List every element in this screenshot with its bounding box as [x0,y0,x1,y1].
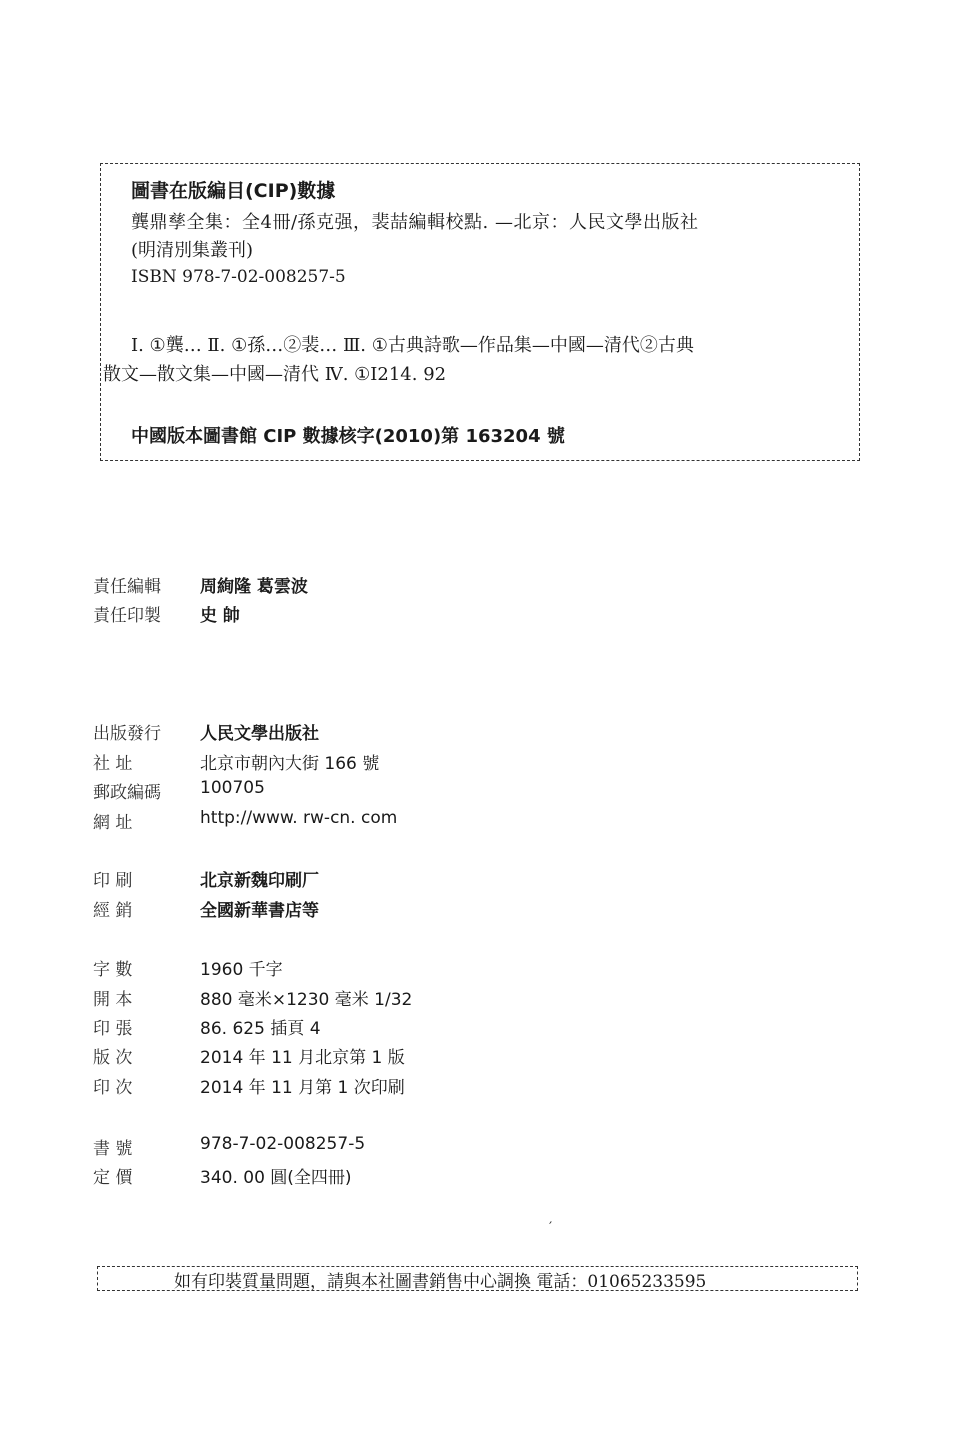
row-label: 責任編輯 [93,577,161,597]
row-value: 北京新魏印刷厂 [200,871,319,891]
cip-classification-line-1: Ⅰ. ①龔… Ⅱ. ①孫…②裴… Ⅲ. ①古典詩歌—作品集—中國—清代②古典 [131,335,694,356]
row-value: 978-7-02-008257-5 [200,1134,366,1154]
row-label: 開 本 [93,990,133,1010]
row-value: 100705 [200,778,265,798]
row-label: 出版發行 [93,724,161,744]
row-label: 字 數 [93,960,133,980]
row-label: 印 次 [93,1078,133,1098]
row-value: 全國新華書店等 [200,901,319,921]
cip-series-line: (明清別集叢刊) [131,240,254,261]
row-value: http://www. rw-cn. com [200,808,398,828]
cip-record-number: 中國版本圖書館 CIP 數據核字(2010)第 163204 號 [131,426,565,447]
row-value: 周絢隆 葛雲波 [200,577,308,597]
row-label: 印 張 [93,1019,133,1039]
row-label: 經 銷 [93,901,133,921]
cip-title: 圖書在版編目(CIP)數據 [131,180,336,202]
row-label: 印 刷 [93,871,133,891]
row-label: 責任印製 [93,606,161,626]
cip-bibliographic-line: 龔鼎孳全集：全4冊/孫克强，裴喆編輯校點. —北京：人民文學出版社 [131,212,699,233]
row-value: 1960 千字 [200,960,283,980]
row-label: 定 價 [93,1168,133,1188]
row-value: 人民文學出版社 [200,724,319,744]
cip-data-box [100,163,860,461]
cip-isbn: ISBN 978-7-02-008257-5 [131,267,346,287]
row-value: 880 毫米×1230 毫米 1/32 [200,990,413,1010]
row-value: 史 帥 [200,606,240,626]
row-value: 340. 00 圓(全四冊) [200,1168,352,1188]
row-label: 網 址 [93,813,133,833]
row-label: 版 次 [93,1048,133,1068]
row-label: 書 號 [93,1139,133,1159]
row-value: 2014 年 11 月北京第 1 版 [200,1048,405,1068]
row-value: 北京市朝內大街 166 號 [200,754,380,774]
row-value: 86. 625 插頁 4 [200,1019,321,1039]
cip-classification-line-2: 散文—散文集—中國—清代 Ⅳ. ①I214. 92 [103,364,447,385]
row-value: 2014 年 11 月第 1 次印刷 [200,1078,405,1098]
stray-mark: ′ [549,1220,553,1236]
quality-notice-box [97,1266,858,1291]
row-label: 社 址 [93,754,133,774]
quality-notice-text: 如有印裝質量問題，請與本社圖書銷售中心調換 電話：01065233595 [174,1272,707,1292]
row-label: 郵政編碼 [93,783,161,803]
